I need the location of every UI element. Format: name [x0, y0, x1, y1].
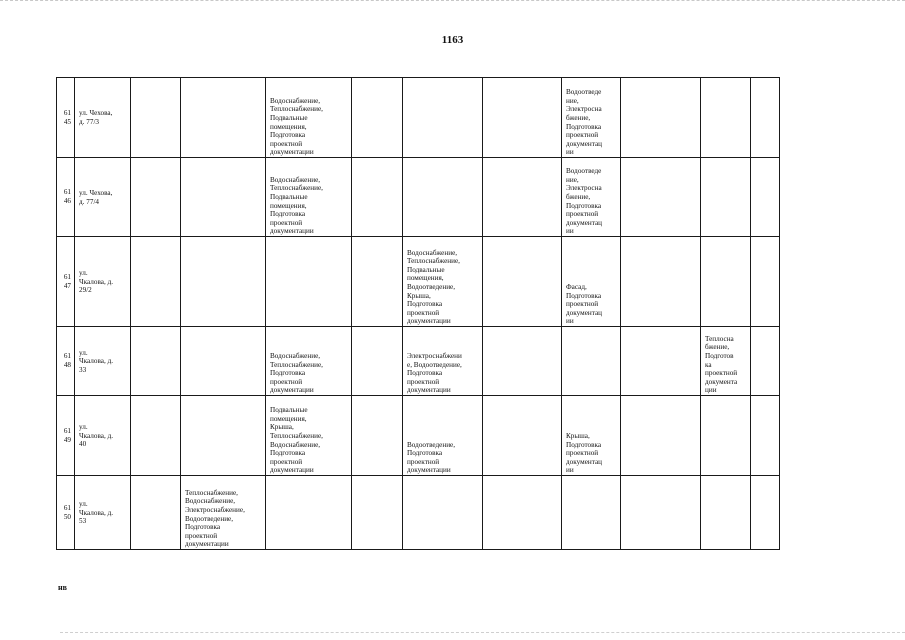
cell [621, 158, 701, 237]
table-row [57, 327, 780, 396]
cell [483, 237, 562, 327]
cell: Водоснабжение, Теплоснабжение, Подвальные помещения, Водоотведение, Крыша, Подготовка проектной документации [403, 237, 483, 327]
cell [751, 327, 780, 396]
table-row [57, 237, 780, 327]
cell [352, 327, 403, 396]
cell: Подвальные помещения, Крыша, Теплоснабжение, Водоснабжение, Подготовка проектной документации [266, 396, 352, 476]
cell [751, 237, 780, 327]
row-number: 61 47 [57, 237, 75, 327]
scan-bottom-edge [60, 632, 905, 633]
cell [483, 158, 562, 237]
row-number: 61 49 [57, 396, 75, 476]
row-number: 61 50 [57, 476, 75, 550]
cell [751, 78, 780, 158]
cell [352, 396, 403, 476]
address-cell: ул. Чкалова, д. 33 [75, 327, 131, 396]
cell [621, 327, 701, 396]
cell [352, 237, 403, 327]
cell [181, 78, 266, 158]
cell [751, 476, 780, 550]
cell [483, 396, 562, 476]
cell [131, 237, 181, 327]
cell [751, 158, 780, 237]
cell: Водоотведе ние, Электросна бжение, Подготовка проектной документац ии [562, 78, 621, 158]
table-row [57, 158, 780, 237]
cell [621, 476, 701, 550]
cell [181, 158, 266, 237]
table-row [57, 78, 780, 158]
cell: Водоснабжение, Теплоснабжение, Подвальные помещения, Подготовка проектной документации [266, 158, 352, 237]
cell [621, 237, 701, 327]
cell [562, 476, 621, 550]
cell [403, 476, 483, 550]
cell: Теплоснабжение, Водоснабжение, Электроснабжение, Водоотведение, Подготовка проектной документации [181, 476, 266, 550]
cell: Крыша, Подготовка проектной документац ии [562, 396, 621, 476]
address-cell: ул. Чкалова, д. 29/2 [75, 237, 131, 327]
cell [621, 396, 701, 476]
cell: Водоотведение, Подготовка проектной документации [403, 396, 483, 476]
cell [483, 78, 562, 158]
row-number: 61 46 [57, 158, 75, 237]
cell [181, 396, 266, 476]
address-cell: ул. Чехова, д. 77/3 [75, 78, 131, 158]
cell [352, 158, 403, 237]
cell [181, 237, 266, 327]
cell [131, 158, 181, 237]
cell [266, 476, 352, 550]
cell: Электроснабжени е, Водоотведение, Подготовка проектной документации [403, 327, 483, 396]
cell [403, 78, 483, 158]
cell [701, 396, 751, 476]
cell: Водоотведе ние, Электросна бжение, Подготовка проектной документац ии [562, 158, 621, 237]
row-number: 61 45 [57, 78, 75, 158]
address-cell: ул. Чкалова, д. 53 [75, 476, 131, 550]
cell [483, 476, 562, 550]
table-body [57, 78, 780, 550]
cell [562, 327, 621, 396]
cell [131, 327, 181, 396]
cell: Теплосна бжение, Подготов ка проектной документа ции [701, 327, 751, 396]
cell [131, 396, 181, 476]
scan-top-edge [0, 0, 905, 5]
cell [266, 237, 352, 327]
address-cell: ул. Чкалова, д. 40 [75, 396, 131, 476]
cell [701, 158, 751, 237]
cell [352, 78, 403, 158]
cell [751, 396, 780, 476]
footer-mark: нв [58, 583, 67, 592]
cell [131, 78, 181, 158]
cell [352, 476, 403, 550]
table-row [57, 396, 780, 476]
cell [621, 78, 701, 158]
schedule-table [56, 77, 780, 550]
cell [701, 237, 751, 327]
cell [403, 158, 483, 237]
cell: Водоснабжение, Теплоснабжение, Подготовка проектной документации [266, 327, 352, 396]
table-row [57, 476, 780, 550]
cell: Водоснабжение, Теплоснабжение, Подвальные помещения, Подготовка проектной документации [266, 78, 352, 158]
page-number: 1163 [441, 34, 464, 46]
cell [483, 327, 562, 396]
address-cell: ул. Чехова, д. 77/4 [75, 158, 131, 237]
cell [181, 327, 266, 396]
cell [131, 476, 181, 550]
row-number: 61 48 [57, 327, 75, 396]
cell [701, 78, 751, 158]
cell: Фасад, Подготовка проектной документац ии [562, 237, 621, 327]
cell [701, 476, 751, 550]
